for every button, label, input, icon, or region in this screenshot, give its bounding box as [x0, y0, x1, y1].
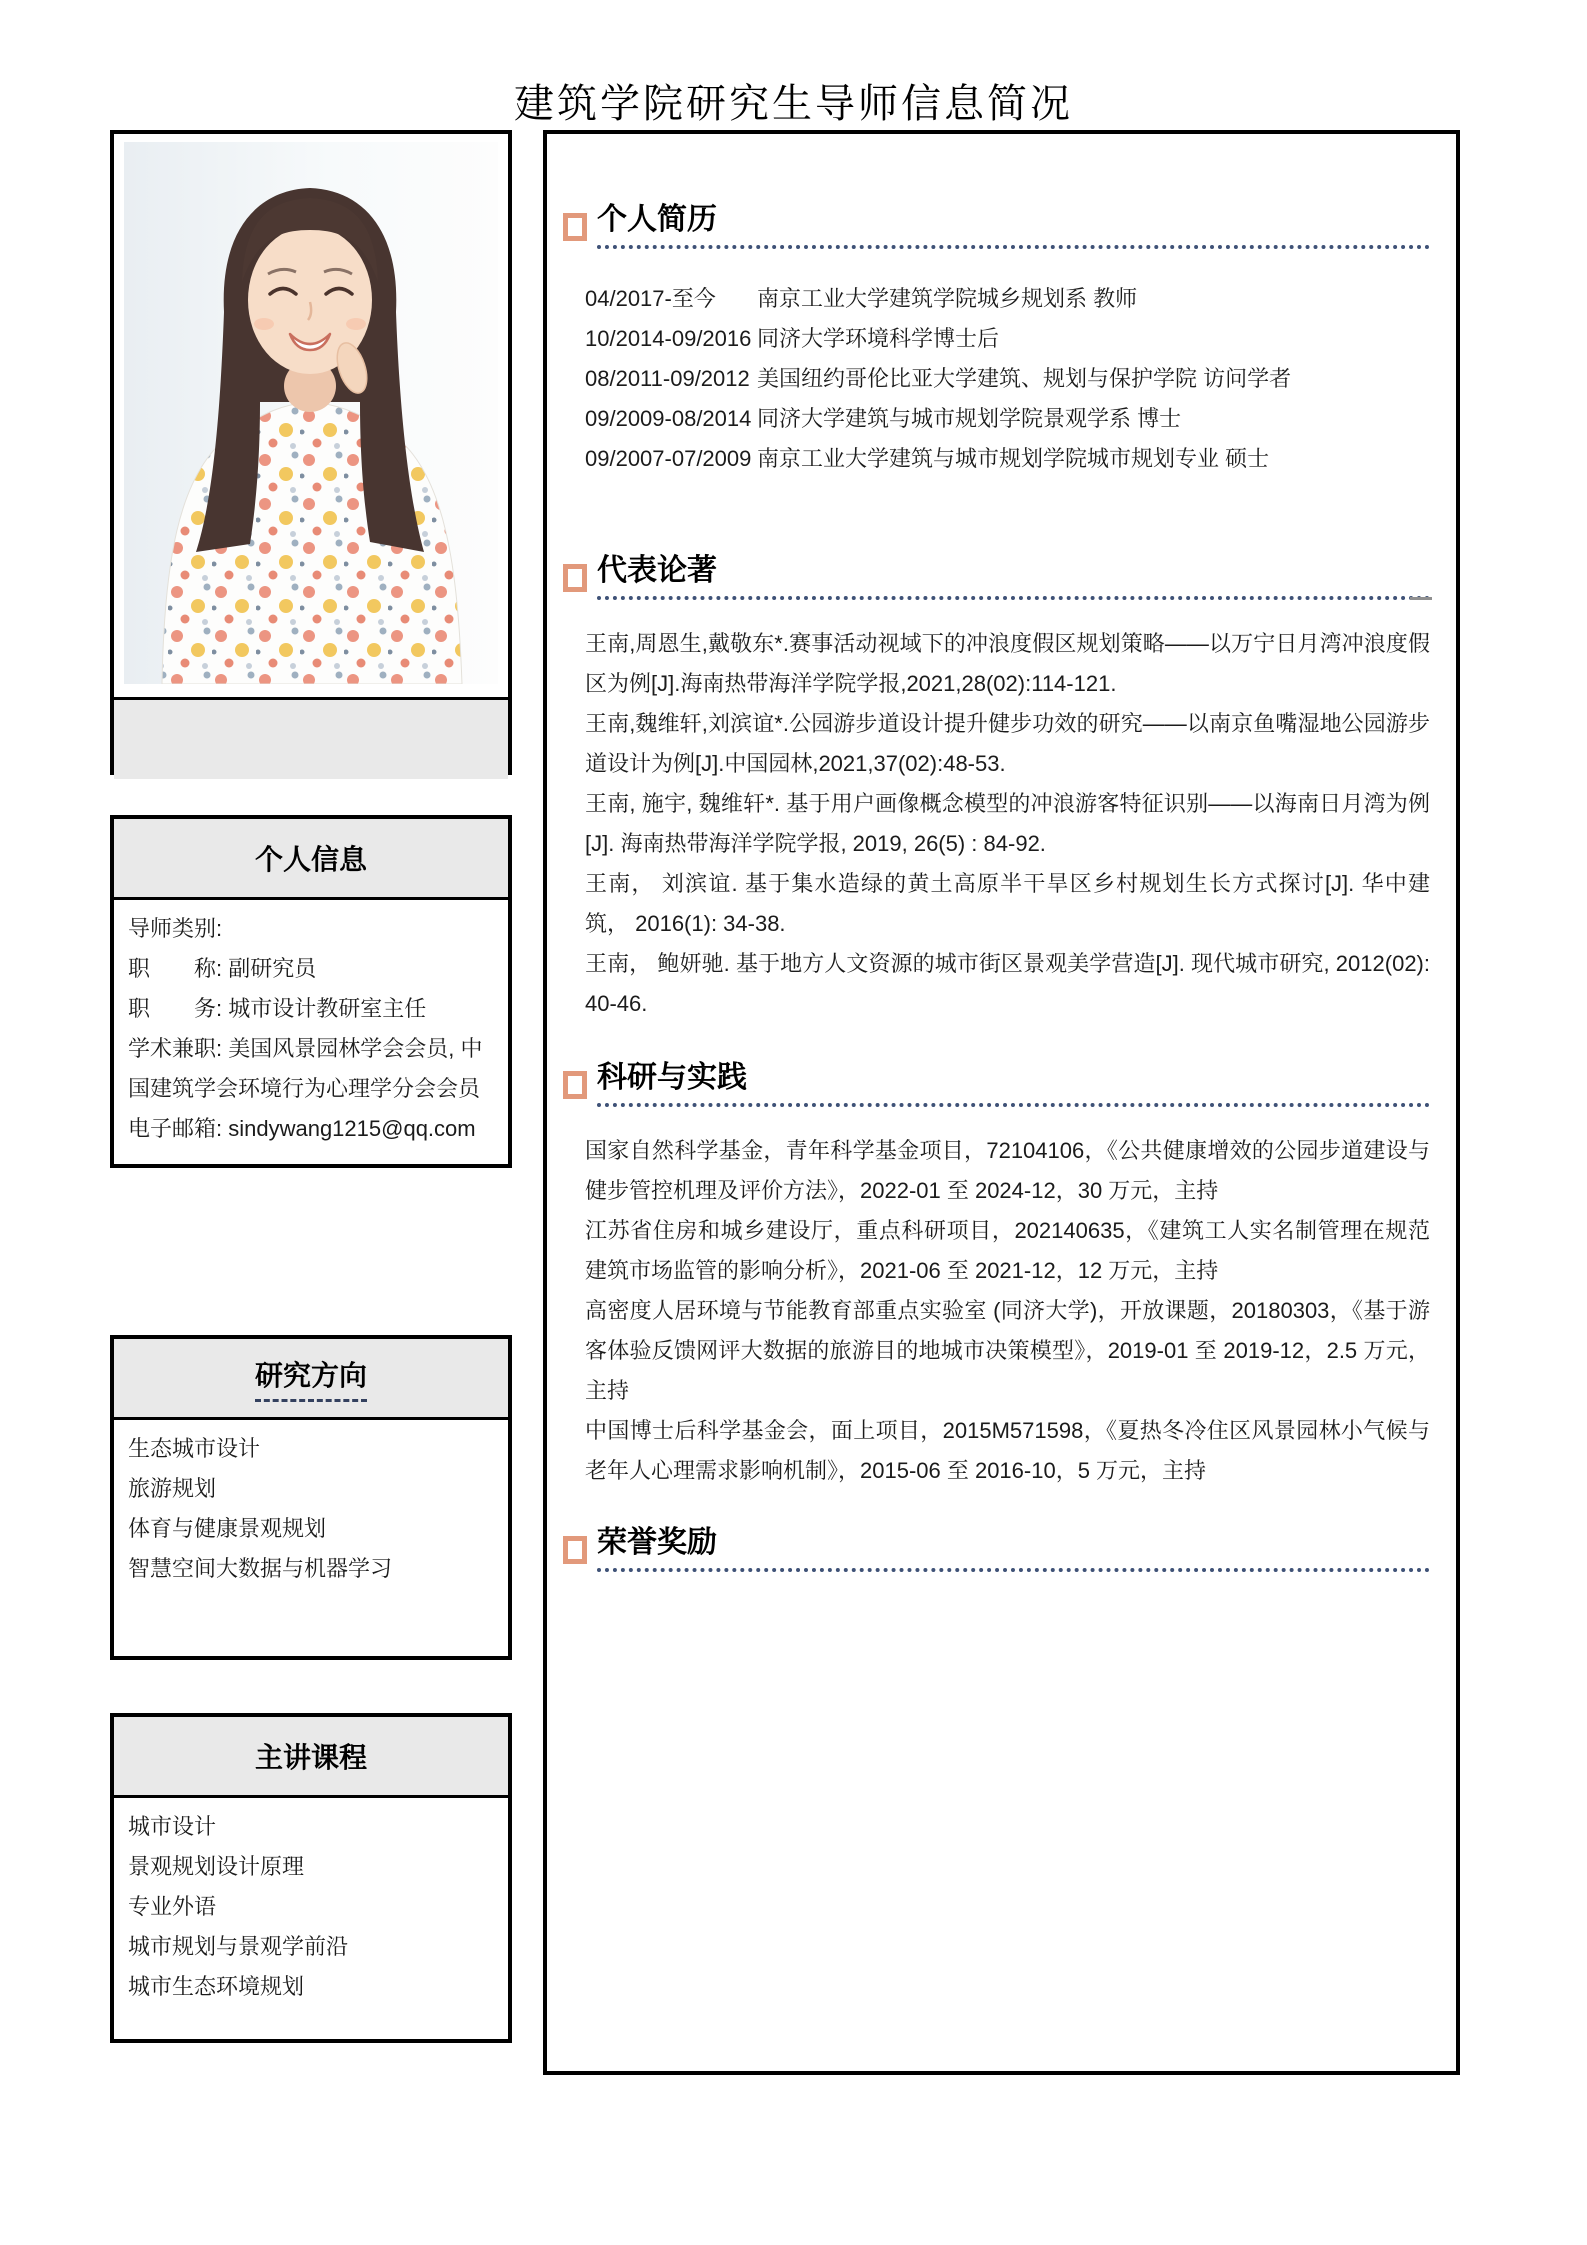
course-item: 城市规划与景观学前沿 — [128, 1934, 349, 1959]
research-direction-item: 旅游规划 — [128, 1476, 217, 1501]
research-project-item: 国家自然科学基金，青年科学基金项目，72104106，《公共健康增效的公园步道建设与健步管控机理及评价方法》，2022-01 至 2024-12，30 万元，主持 — [585, 1138, 1430, 1203]
personal-info-item — [128, 909, 494, 949]
section-marker-icon — [563, 213, 587, 241]
research-directions-box — [110, 1335, 512, 1660]
page-title: 建筑学院研究生导师信息简况 — [514, 82, 1073, 126]
honors-title: 荣誉奖励 — [597, 1526, 717, 1559]
research-direction-item: 智慧空间大数据与机器学习 — [128, 1556, 393, 1581]
personal-info-item — [128, 949, 494, 989]
publications-header-rule — [597, 545, 1430, 600]
publication-item: 王南,周恩生,戴敬东*.赛事活动视域下的冲浪度假区规划策略——以万宁日月湾冲浪度假区为例[J].海南热带海洋学院学报,2021,28(02):114-121. — [585, 631, 1430, 696]
course-item: 专业外语 — [128, 1894, 217, 1919]
resume-period: 04/2017-至今 — [585, 286, 716, 311]
advisor-photo — [114, 134, 508, 697]
courses-title — [114, 1717, 508, 1798]
research-project-item: 中国博士后科学基金会，面上项目，2015M571598，《夏热冬冷住区风景园林小气候与老年人心理需求影响机制》，2015-06 至 2016-10，5 万元，主持 — [585, 1418, 1430, 1483]
personal-info-label: 学术兼职: — [128, 1036, 229, 1061]
section-resume — [585, 194, 1430, 479]
course-item: 城市设计 — [128, 1814, 217, 1839]
resume-header — [563, 194, 1430, 249]
resume-header-rule — [597, 194, 1430, 249]
personal-info-box — [110, 815, 512, 1168]
personal-info-value: sindywang1215@qq.com — [228, 1116, 476, 1141]
resume-description: 南京工业大学建筑与城市规划学院城市规划专业 硕士 — [757, 446, 1270, 471]
publication-item: 王南， 刘滨谊. 基于集水造绿的黄土高原半干旱区乡村规划生长方式探讨[J]. 华中建筑， 2016(1): 34-38. — [585, 871, 1430, 936]
personal-info-list — [114, 900, 508, 1158]
personal-info-value: 副研究员 — [228, 956, 317, 981]
research-directions-title — [114, 1339, 508, 1420]
research-directions-title-text: 研究方向 — [255, 1354, 367, 1402]
photo-caption-strip — [114, 697, 508, 779]
honors-header — [563, 1517, 1430, 1572]
resume-entry — [585, 439, 1430, 479]
main-panel — [543, 130, 1460, 2075]
research-practice-header-rule — [597, 1052, 1430, 1107]
section-research-practice — [585, 1052, 1430, 1491]
personal-info-label: 职 称: — [128, 956, 229, 981]
research-practice-title: 科研与实践 — [597, 1061, 747, 1094]
resume-entry — [585, 279, 1430, 319]
personal-info-value: 美国风景园林学会会员, 中国建筑学会环境行为心理学分会会员 — [128, 1036, 483, 1101]
resume-description: 同济大学环境科学博士后 — [757, 326, 1000, 351]
resume-entry — [585, 399, 1430, 439]
resume-entry — [585, 359, 1430, 399]
publication-item: 王南, 施宇, 魏维轩*. 基于用户画像概念模型的冲浪游客特征识别——以海南日月湾为例[J]. 海南热带海洋学院学报, 2019, 26(5) : 84-92. — [585, 791, 1430, 856]
resume-title: 个人简历 — [597, 203, 717, 236]
publication-item: 王南,魏维轩,刘滨谊*.公园游步道设计提升健步功效的研究——以南京鱼嘴湿地公园游步道设计为例[J].中国园林,2021,37(02):48-53. — [585, 711, 1430, 776]
publications-title: 代表论著 — [597, 554, 717, 587]
photo-box — [110, 130, 512, 775]
research-practice-header — [563, 1052, 1430, 1107]
personal-info-item — [128, 1109, 494, 1149]
section-marker-icon — [563, 1536, 587, 1564]
resume-entry — [585, 319, 1430, 359]
publications-list — [585, 624, 1430, 1024]
resume-description: 美国纽约哥伦比亚大学建筑、规划与保护学院 访问学者 — [757, 366, 1292, 391]
resume-description: 同济大学建筑与城市规划学院景观学系 博士 — [757, 406, 1182, 431]
research-directions-list — [114, 1420, 508, 1598]
resume-period: 08/2011-09/2012 — [585, 366, 750, 391]
personal-info-label: 职 务: — [128, 996, 229, 1021]
section-marker-icon — [563, 564, 587, 592]
honors-header-rule — [597, 1517, 1430, 1572]
research-practice-list — [585, 1131, 1430, 1491]
research-project-item: 江苏省住房和城乡建设厅，重点科研项目，202140635，《建筑工人实名制管理在规范建筑市场监管的影响分析》，2021-06 至 2021-12，12 万元，主持 — [585, 1218, 1430, 1283]
section-honors — [585, 1517, 1430, 1572]
courses-title-text: 主讲课程 — [254, 1742, 367, 1773]
resume-list — [585, 279, 1430, 479]
section-marker-icon — [563, 1071, 587, 1099]
personal-info-title — [114, 819, 508, 900]
resume-period: 09/2009-08/2014 — [585, 406, 752, 431]
courses-list — [114, 1798, 508, 2016]
portrait-illustration — [124, 142, 498, 684]
research-project-item: 高密度人居环境与节能教育部重点实验室 (同济大学)，开放课题，20180303，《基于游客体验反馈网评大数据的旅游目的地城市决策模型》，2019-01 至 2019-12，2.5 万元，主持 — [585, 1298, 1430, 1403]
course-item: 景观规划设计原理 — [128, 1854, 305, 1879]
publications-header — [563, 545, 1430, 600]
personal-info-item — [128, 989, 494, 1029]
personal-info-title-text: 个人信息 — [254, 844, 367, 875]
research-direction-item: 生态城市设计 — [128, 1436, 261, 1461]
course-item: 城市生态环境规划 — [128, 1974, 305, 1999]
resume-period: 10/2014-09/2016 — [585, 326, 752, 351]
courses-box — [110, 1713, 512, 2043]
resume-period: 09/2007-07/2009 — [585, 446, 752, 471]
personal-info-label: 导师类别: — [128, 916, 223, 941]
resume-description: 南京工业大学建筑学院城乡规划系 教师 — [757, 286, 1138, 311]
publication-item: 王南， 鲍妍驰. 基于地方人文资源的城市街区景观美学营造[J]. 现代城市研究, 2012(02): 40-46. — [585, 951, 1430, 1016]
personal-info-label: 电子邮箱: — [128, 1116, 229, 1141]
personal-info-item — [128, 1029, 494, 1109]
research-direction-item: 体育与健康景观规划 — [128, 1516, 327, 1541]
personal-info-value: 城市设计教研室主任 — [228, 996, 427, 1021]
section-publications — [585, 545, 1430, 1024]
